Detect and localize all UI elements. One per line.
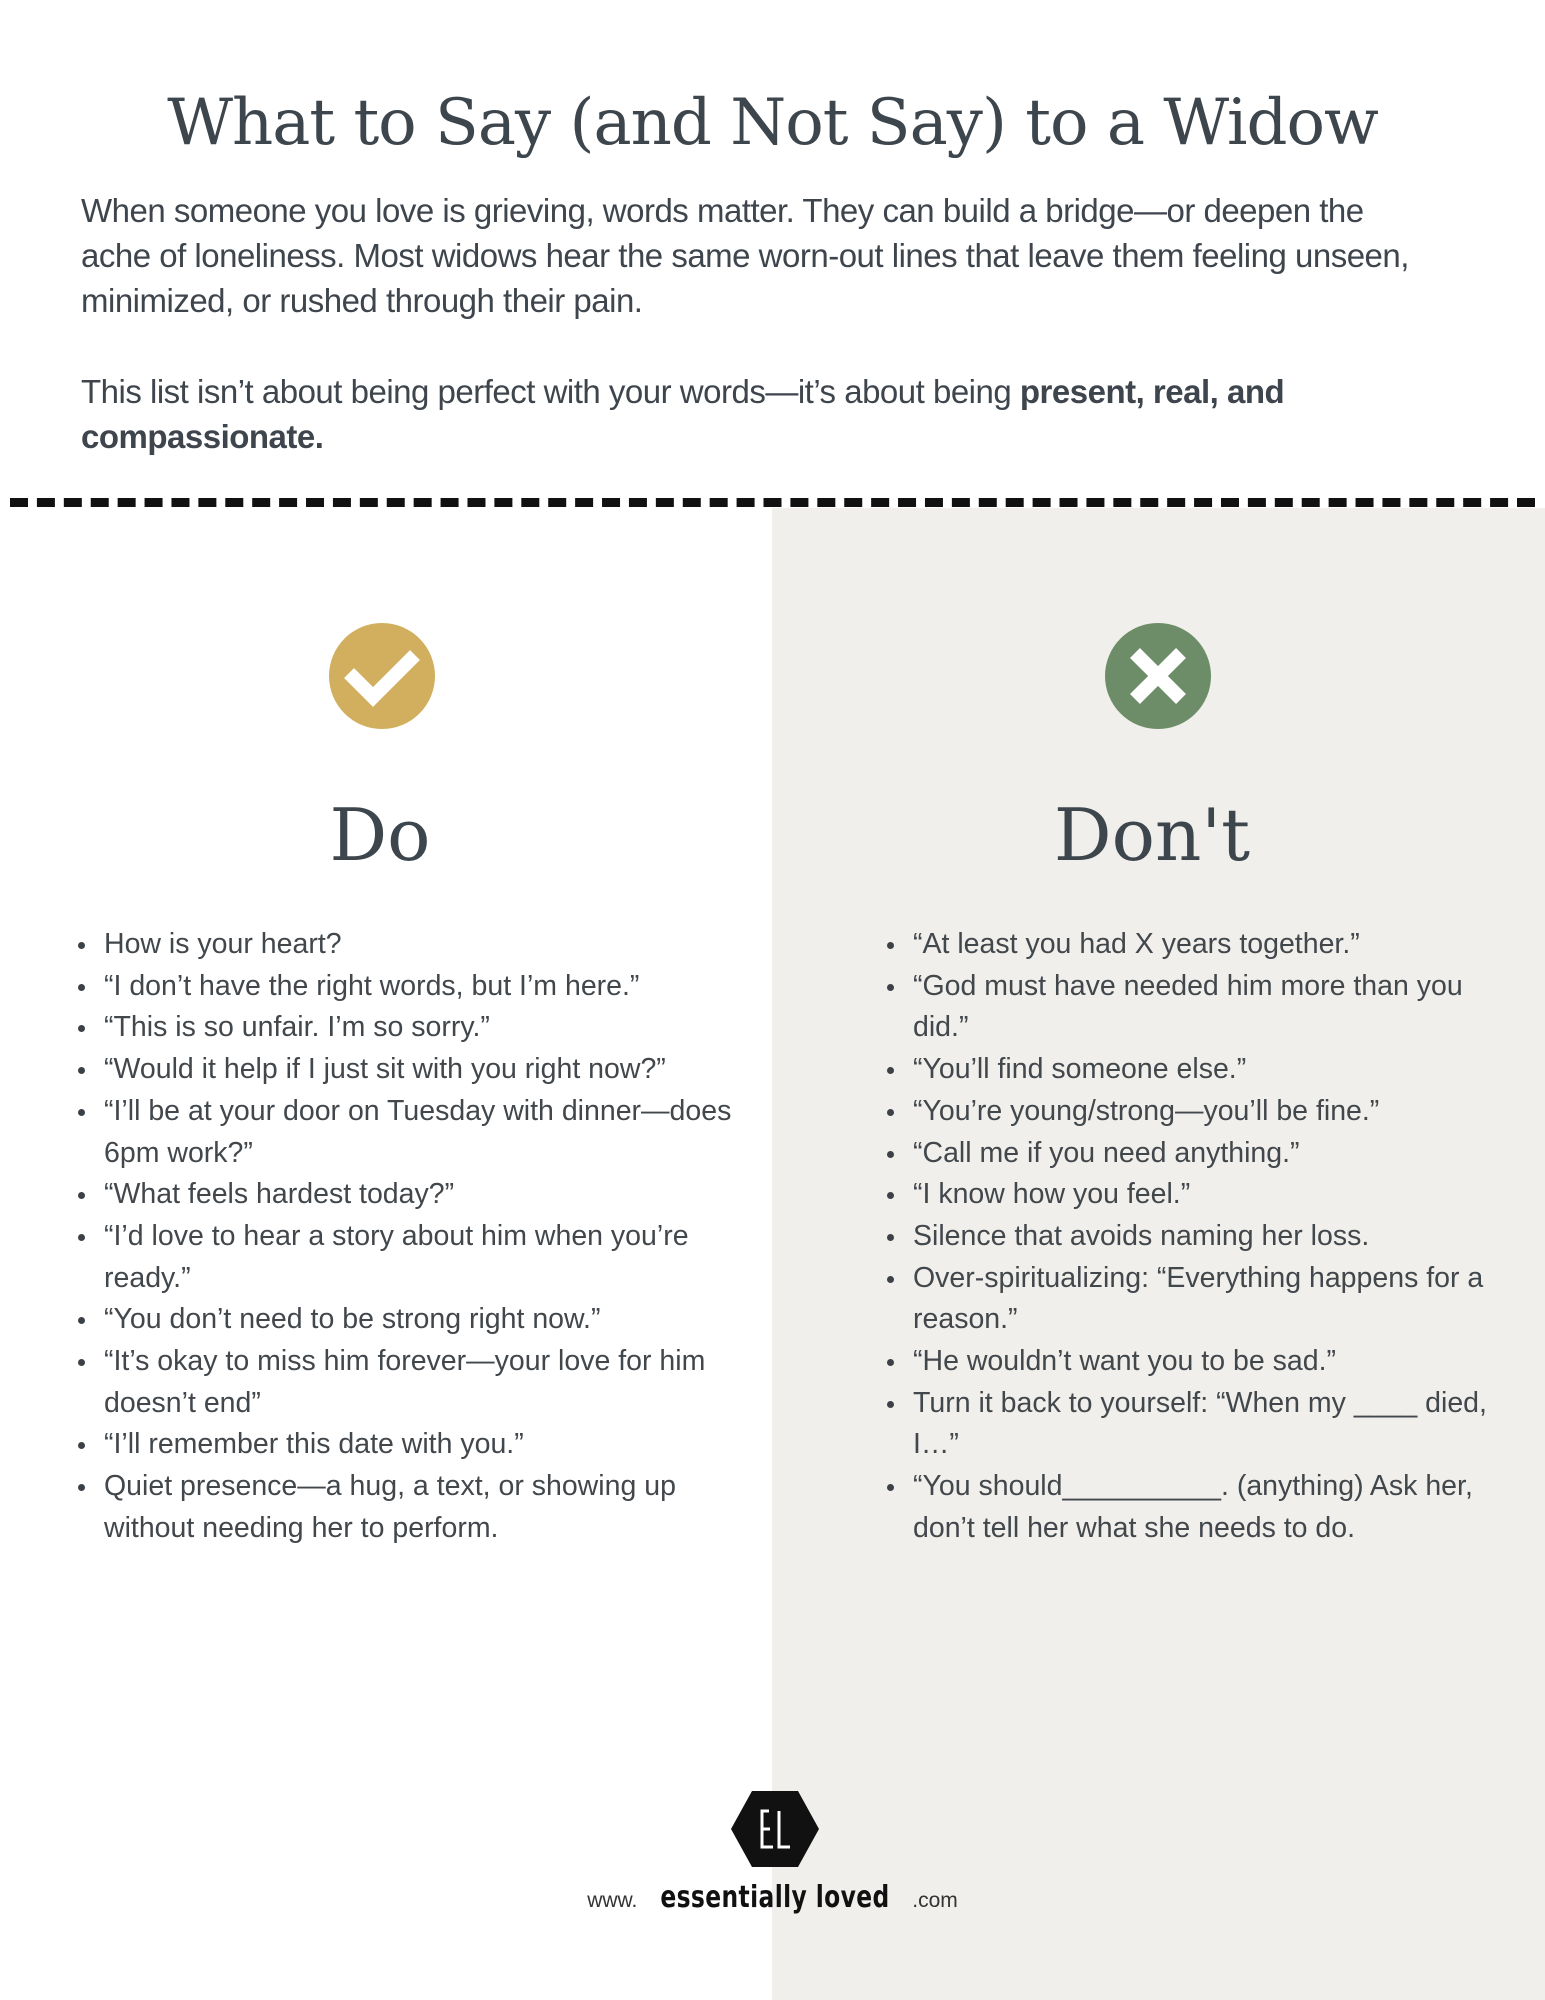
dont-list-item: Silence that avoids naming her loss. bbox=[913, 1216, 1513, 1258]
intro-paragraph-emphasis bbox=[81, 369, 1441, 459]
dont-list-item: “You’ll find someone else.” bbox=[913, 1049, 1513, 1091]
dont-list-item: Turn it back to yourself: “When my ____ died, I…” bbox=[913, 1383, 1513, 1466]
do-list-item: “This is so unfair. I’m so sorry.” bbox=[104, 1007, 744, 1049]
intro-paragraph: When someone you love is grieving, words matter. They can build a bridge—or deepen the ache of loneliness. Most widows hear the same worn-out lines that leave them feeling unseen, minimized, or rushed through their pain. bbox=[81, 192, 1409, 319]
do-list-item: “I don’t have the right words, but I’m here.” bbox=[104, 966, 744, 1008]
dont-list-item: “God must have needed him more than you did.” bbox=[913, 966, 1513, 1049]
dont-heading: Don't bbox=[1053, 793, 1251, 877]
brand-logo bbox=[729, 1789, 821, 1869]
do-list-item: “I’ll be at your door on Tuesday with dinner—does 6pm work?” bbox=[104, 1091, 744, 1174]
do-heading: Do bbox=[329, 793, 431, 877]
footer-prefix: www. bbox=[587, 1889, 638, 1912]
do-list bbox=[76, 924, 744, 1550]
intro-bold-text: present, real, and compassionate. bbox=[81, 373, 1285, 455]
dont-list bbox=[885, 924, 1513, 1550]
do-list-item: “Would it help if I just sit with you right now?” bbox=[104, 1049, 744, 1091]
do-list-item: How is your heart? bbox=[104, 924, 744, 966]
footer-brand: essentially loved bbox=[660, 1880, 890, 1915]
do-list-item: “You don’t need to be strong right now.” bbox=[104, 1299, 744, 1341]
do-list-item: Quiet presence—a hug, a text, or showing up without needing her to perform. bbox=[104, 1466, 744, 1549]
dont-list-item: “Call me if you need anything.” bbox=[913, 1133, 1513, 1175]
dont-list-item: “I know how you feel.” bbox=[913, 1174, 1513, 1216]
x-circle-icon bbox=[1105, 623, 1211, 729]
dont-list-item: Over-spiritualizing: “Everything happens for a reason.” bbox=[913, 1258, 1513, 1341]
intro-lead-text: This list isn’t about being perfect with your words—it’s about being bbox=[81, 373, 1020, 410]
check-circle-icon bbox=[329, 623, 435, 729]
dont-list-item: “You’re young/strong—you’ll be fine.” bbox=[913, 1091, 1513, 1133]
page-title: What to Say (and Not Say) to a Widow bbox=[167, 86, 1378, 160]
do-list-item: “I’d love to hear a story about him when you’re ready.” bbox=[104, 1216, 744, 1299]
brand-logo-letters: EL bbox=[772, 1831, 778, 1836]
footer-suffix: .com bbox=[912, 1889, 958, 1912]
do-list-item: “What feels hardest today?” bbox=[104, 1174, 744, 1216]
dashed-divider bbox=[10, 498, 1535, 507]
dont-list-item: “At least you had X years together.” bbox=[913, 924, 1513, 966]
do-list-item: “It’s okay to miss him forever—your love for him doesn’t end” bbox=[104, 1341, 744, 1424]
footer-url bbox=[0, 1880, 1545, 1915]
dont-list-item: “You should__________. (anything) Ask her, don’t tell her what she needs to do. bbox=[913, 1466, 1513, 1549]
do-list-item: “I’ll remember this date with you.” bbox=[104, 1424, 744, 1466]
dont-list-item: “He wouldn’t want you to be sad.” bbox=[913, 1341, 1513, 1383]
